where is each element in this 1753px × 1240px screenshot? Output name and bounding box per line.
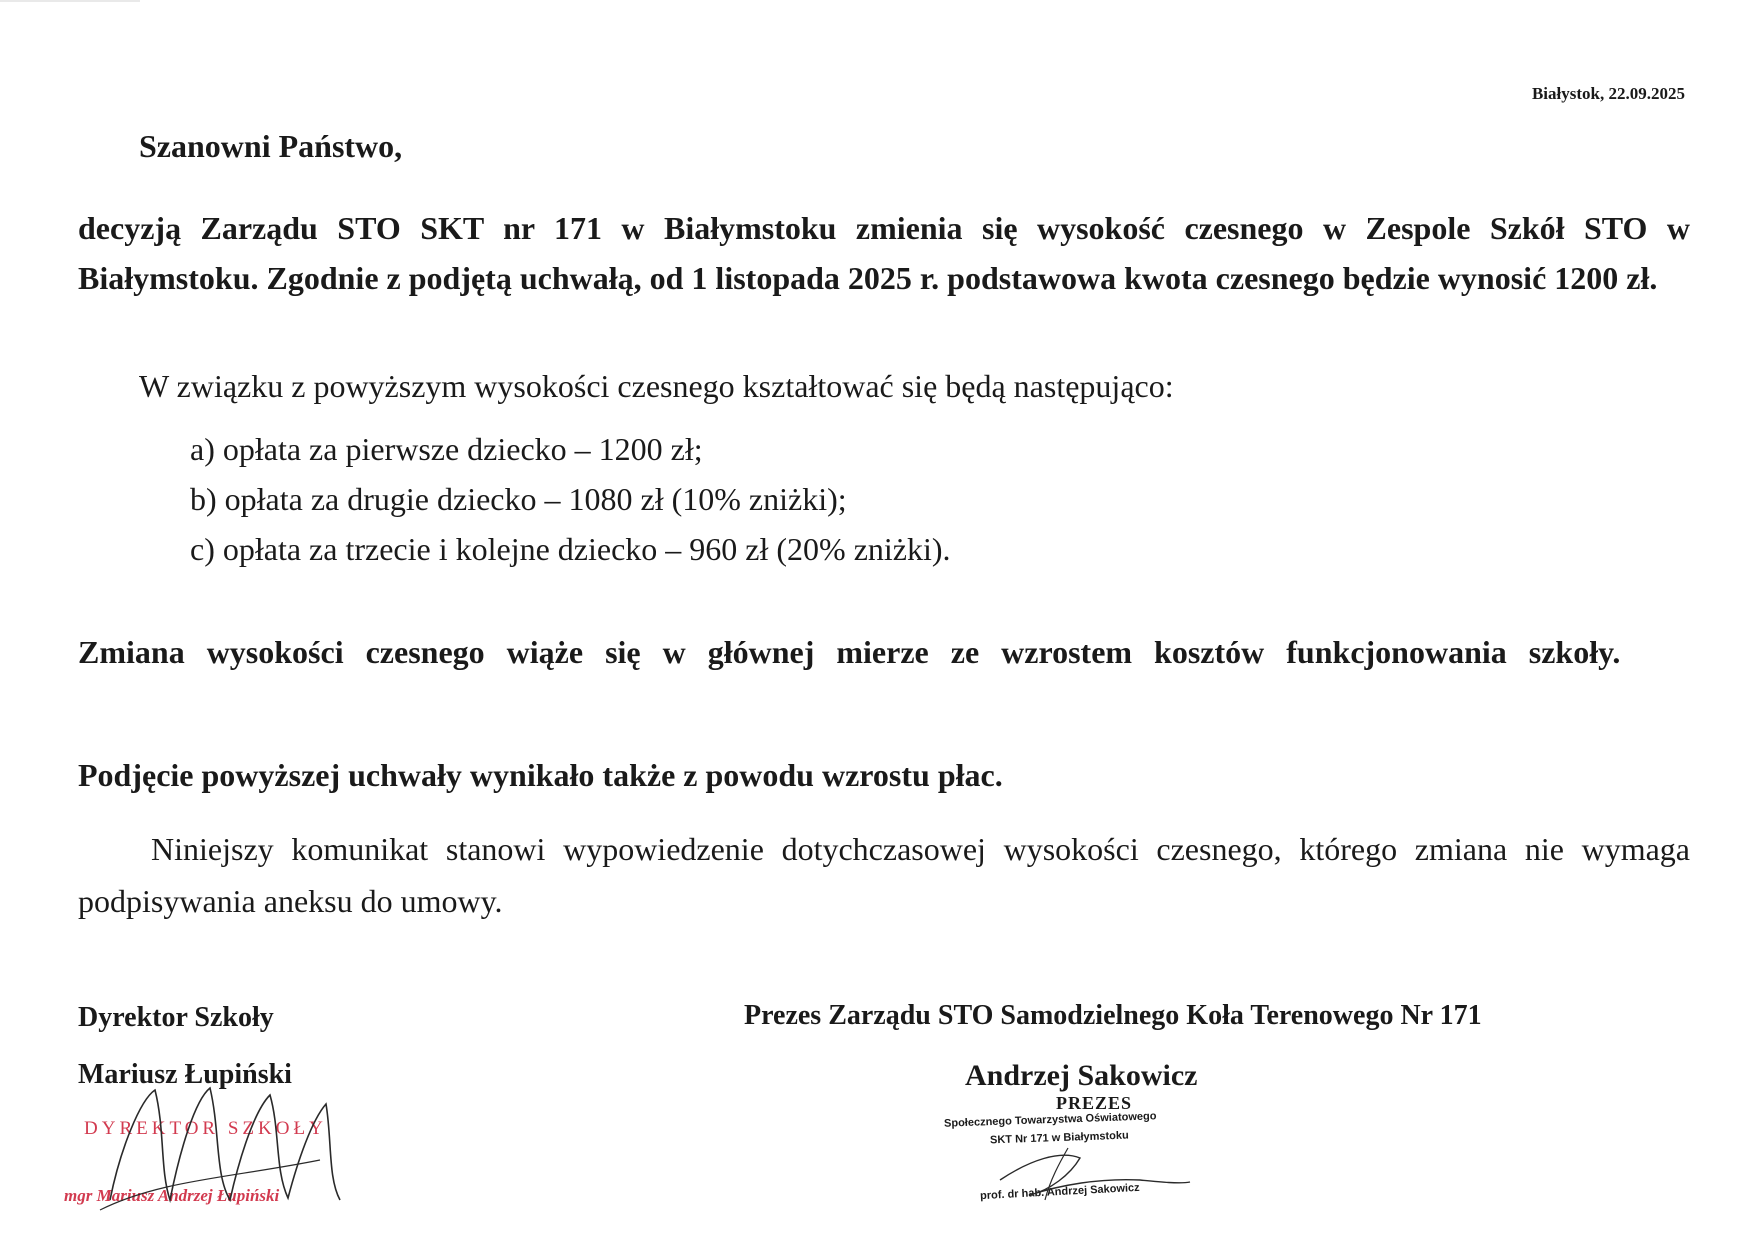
list-item: b) opłata za drugie dziecko – 1080 zł (10% zniżki); xyxy=(190,481,847,517)
list-item: a) opłata za pierwsze dziecko – 1200 zł; xyxy=(190,431,703,467)
list-item: c) opłata za trzecie i kolejne dziecko – 960 zł (20% zniżki). xyxy=(190,531,951,567)
reason-paragraph-wages: Podjęcie powyższej uchwały wynikało także z powodu wzrostu płac. xyxy=(78,757,1003,793)
intro-paragraph: decyzją Zarządu STO SKT nr 171 w Białymstoku zmienia się wysokość czesnego w Zespole Szkół STO w Białymstoku. Zgodnie z podjętą uchwałą, od 1 listopada 2025 r. podstawowa kwota czesnego będzie wynosić 1200 zł. xyxy=(78,210,1690,296)
fee-lead-paragraph: W związku z powyższym wysokości czesnego kształtować się będą następująco: xyxy=(139,368,1174,404)
director-signature xyxy=(70,1060,370,1220)
scan-edge-mark xyxy=(0,0,140,2)
reason-paragraph-costs: Zmiana wysokości czesnego wiąże się w głównej mierze ze wzrostem kosztów funkcjonowania szkoły. xyxy=(78,634,1621,670)
director-name: Mariusz Łupiński xyxy=(78,1059,292,1090)
president-signature xyxy=(990,1140,1200,1210)
letter-date: Białystok, 22.09.2025 xyxy=(1531,84,1685,103)
president-stamp-name: prof. dr hab. Andrzej Sakowicz xyxy=(979,1181,1140,1203)
notice-paragraph: Niniejszy komunikat stanowi wypowiedzenie dotychczasowej wysokości czesnego, którego zmiana nie wymaga podpisywania aneksu do umowy. xyxy=(78,831,1690,919)
director-stamp-name: mgr Mariusz Andrzej Łupiński xyxy=(64,1186,280,1205)
fee-list xyxy=(190,424,951,574)
president-title: Prezes Zarządu STO Samodzielnego Koła Terenowego Nr 171 xyxy=(744,1000,1482,1031)
director-title: Dyrektor Szkoły xyxy=(78,1002,274,1033)
president-stamp-title: PREZES xyxy=(1056,1093,1133,1113)
president-name: Andrzej Sakowicz xyxy=(965,1059,1198,1092)
director-stamp-title: DYREKTOR SZKOŁY xyxy=(84,1118,327,1139)
president-stamp-unit: SKT Nr 171 w Białymstoku xyxy=(989,1129,1129,1147)
greeting: Szanowni Państwo, xyxy=(139,128,403,164)
president-stamp-org: Społecznego Towarzystwa Oświatowego xyxy=(943,1110,1157,1130)
